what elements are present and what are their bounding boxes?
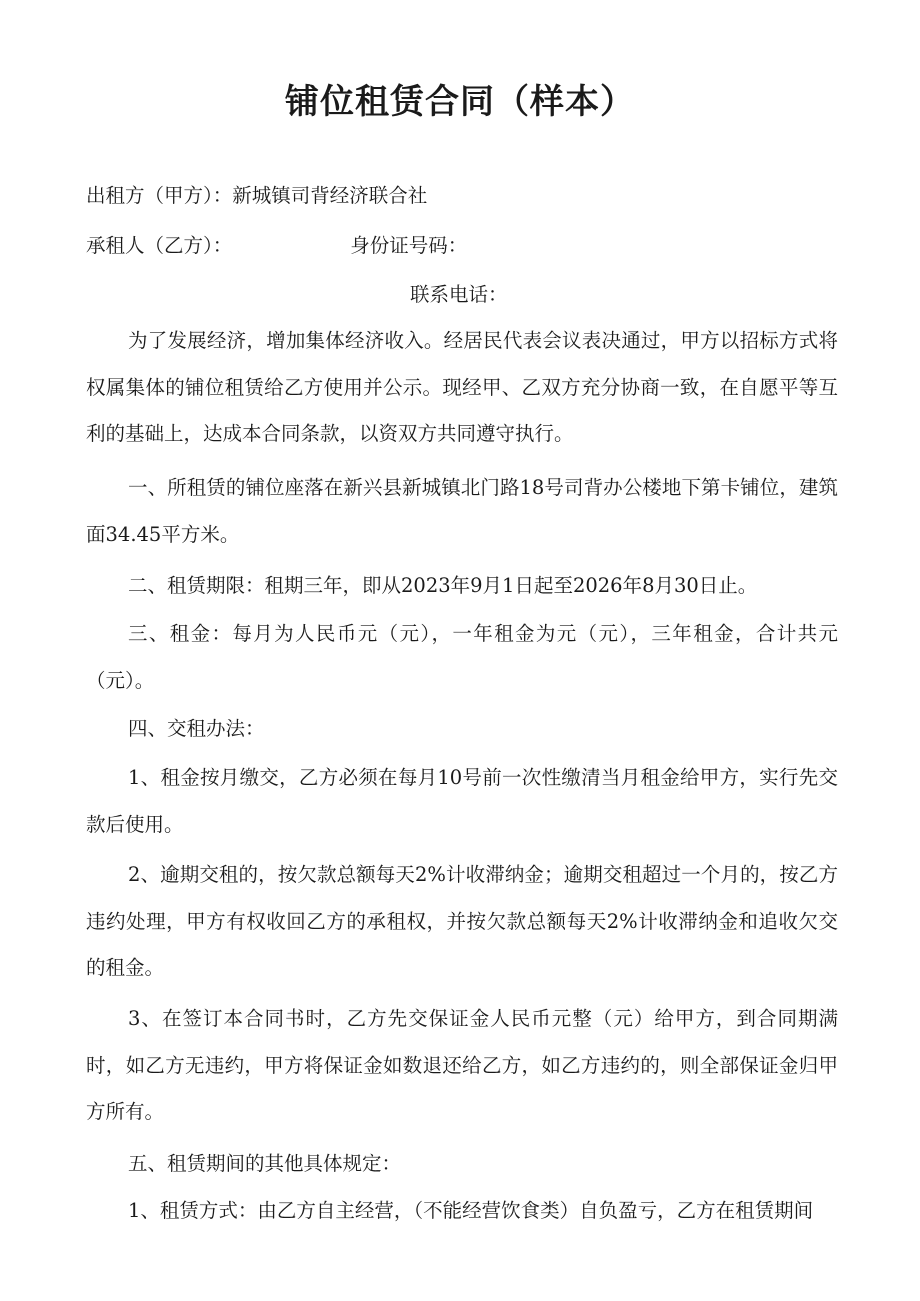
- clause-1: 一、所租赁的铺位座落在新兴县新城镇北门路18号司背办公楼地下第卡铺位，建筑面34.45平方米。: [86, 476, 838, 546]
- clause-3: 三、租金：每月为人民币元（元），一年租金为元（元），三年租金，合计共元（元）。: [86, 622, 838, 692]
- document-title: 铺位租赁合同（样本）: [285, 82, 635, 122]
- clause-5-title: 五、租赁期间的其他具体规定：: [128, 1152, 402, 1175]
- clause-4-title: 四、交租办法：: [128, 717, 265, 740]
- clause-4-1: 1、租金按月缴交，乙方必须在每月10号前一次性缴清当月租金给甲方，实行先交款后使用。: [86, 766, 838, 836]
- intro-paragraph: 为了发展经济，增加集体经济收入。经居民代表会议表决通过，甲方以招标方式将权属集体的铺位租赁给乙方使用并公示。现经甲、乙双方充分协商一致，在自愿平等互利的基础上，达成本合同条款，以资双方共同遵守执行。: [86, 329, 838, 445]
- clause-4-3: 3、在签订本合同书时，乙方先交保证金人民币元整（元）给甲方，到合同期满时，如乙方无违约，甲方将保证金如数退还给乙方，如乙方违约的，则全部保证金归甲方所有。: [86, 1007, 838, 1123]
- phone-line: 联系电话：: [410, 283, 508, 306]
- id-number-label: 身份证号码：: [350, 234, 468, 257]
- lessee-label: 承租人（乙方）：: [86, 234, 233, 257]
- clause-2: 二、租赁期限：租期三年，即从2023年9月1日起至2026年8月30日止。: [128, 574, 758, 597]
- clause-5-1: 1、租赁方式：由乙方自主经营，（不能经营饮食类）自负盈亏，乙方在租赁期间: [128, 1199, 814, 1222]
- lessee-line: [86, 223, 838, 269]
- lessor-line: 出租方（甲方）：新城镇司背经济联合社: [86, 184, 428, 207]
- clause-4-2: 2、逾期交租的，按欠款总额每天2%计收滞纳金；逾期交租超过一个月的，按乙方违约处理，甲方有权收回乙方的承租权，并按欠款总额每天2%计收滞纳金和追收欠交的租金。: [86, 863, 838, 979]
